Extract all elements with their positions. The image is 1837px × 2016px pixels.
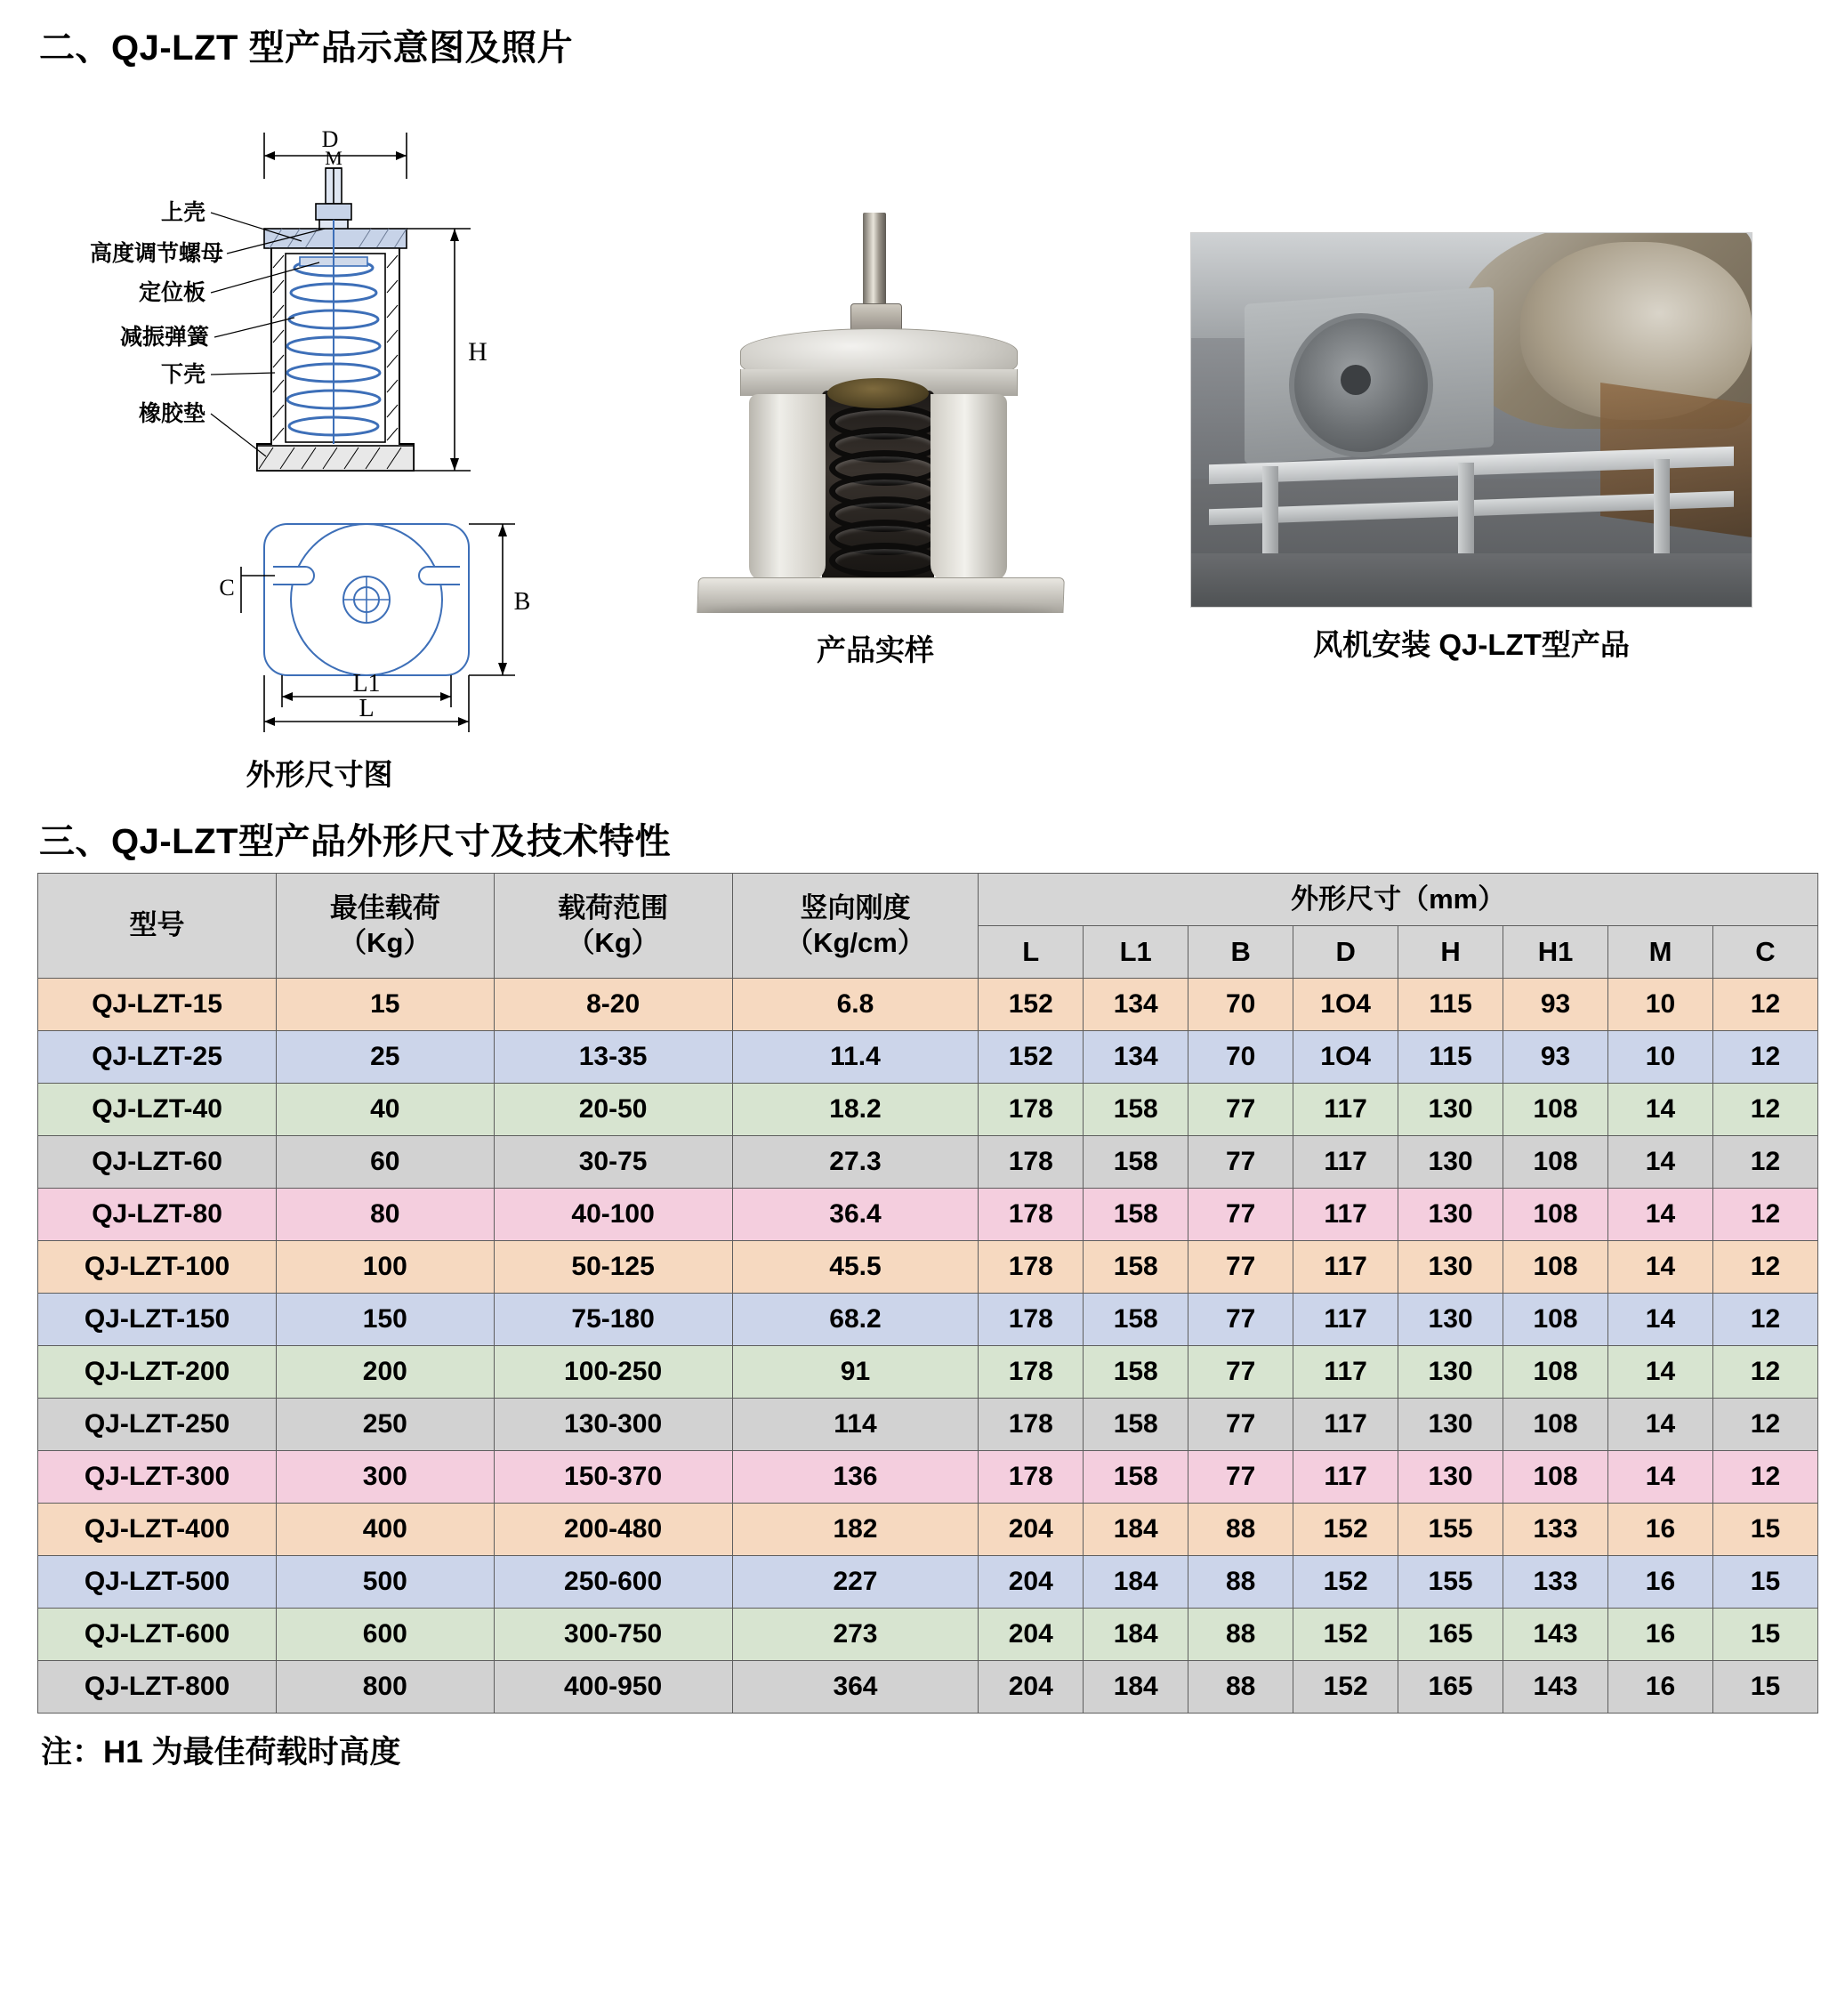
cell-stiff: 11.4 — [732, 1031, 979, 1084]
cell-best: 80 — [277, 1189, 494, 1241]
spec-table-body — [38, 979, 1818, 1714]
cell-stiff: 182 — [732, 1504, 979, 1556]
table-note: 注：H1 为最佳荷载时高度 — [41, 1735, 401, 1770]
cell-H: 130 — [1398, 1189, 1503, 1241]
cell-M: 16 — [1608, 1661, 1713, 1714]
photo-frame-leg-3 — [1654, 459, 1670, 566]
cell-M: 14 — [1608, 1294, 1713, 1346]
figure-product-photo — [600, 79, 1151, 669]
cell-L: 178 — [979, 1399, 1084, 1451]
cell-L1: 158 — [1084, 1346, 1188, 1399]
document-page — [0, 20, 1837, 2016]
table-row — [38, 1189, 1818, 1241]
cell-best: 300 — [277, 1451, 494, 1504]
cell-D: 1O4 — [1293, 1031, 1398, 1084]
cell-H: 130 — [1398, 1241, 1503, 1294]
figure-caption-installation: 风机安装 QJ-LZT型产品 — [1313, 628, 1630, 661]
cell-range: 40-100 — [494, 1189, 732, 1241]
cell-L1: 158 — [1084, 1241, 1188, 1294]
installation-photo — [1190, 232, 1752, 608]
cell-D: 117 — [1293, 1294, 1398, 1346]
cell-stiff: 68.2 — [732, 1294, 979, 1346]
header-model: 型号 — [38, 874, 277, 979]
cell-range: 50-125 — [494, 1241, 732, 1294]
header-dim-M: M — [1608, 926, 1713, 979]
cell-stiff: 227 — [732, 1556, 979, 1609]
figure-dimension-drawing — [39, 79, 600, 794]
section-heading-2: 二、QJ-LZT 型产品示意图及照片 — [39, 28, 574, 68]
cell-D: 152 — [1293, 1609, 1398, 1661]
cell-range: 13-35 — [494, 1031, 732, 1084]
cell-L1: 184 — [1084, 1556, 1188, 1609]
cell-stiff: 18.2 — [732, 1084, 979, 1136]
header-stiffness-line1: 竖向刚度 — [800, 891, 911, 923]
cell-M: 14 — [1608, 1399, 1713, 1451]
header-dim-H1: H1 — [1503, 926, 1608, 979]
table-row — [38, 1241, 1818, 1294]
cell-B: 77 — [1188, 1451, 1293, 1504]
label-lower-shell: 下壳 — [160, 362, 205, 387]
cell-L: 152 — [979, 979, 1084, 1031]
cell-C: 15 — [1712, 1504, 1817, 1556]
cell-C: 12 — [1712, 1451, 1817, 1504]
cell-range: 8-20 — [494, 979, 732, 1031]
cell-stiff: 273 — [732, 1609, 979, 1661]
cell-M: 14 — [1608, 1346, 1713, 1399]
cell-L: 178 — [979, 1084, 1084, 1136]
svg-text:M: M — [325, 147, 342, 169]
photo-housing-left — [749, 394, 826, 581]
table-row — [38, 1451, 1818, 1504]
cell-M: 10 — [1608, 979, 1713, 1031]
svg-text:B: B — [513, 588, 531, 616]
cell-stiff: 91 — [732, 1346, 979, 1399]
cell-L: 178 — [979, 1241, 1084, 1294]
cell-H: 115 — [1398, 979, 1503, 1031]
cell-H: 165 — [1398, 1661, 1503, 1714]
cell-M: 16 — [1608, 1556, 1713, 1609]
cell-best: 40 — [277, 1084, 494, 1136]
cell-D: 117 — [1293, 1399, 1398, 1451]
header-dim-L1: L1 — [1084, 926, 1188, 979]
product-photo — [644, 204, 1107, 613]
cell-range: 130-300 — [494, 1399, 732, 1451]
label-damping-spring: 减振弹簧 — [119, 325, 209, 350]
cell-H: 130 — [1398, 1399, 1503, 1451]
cell-H: 130 — [1398, 1136, 1503, 1189]
cell-best: 250 — [277, 1399, 494, 1451]
cell-H1: 108 — [1503, 1346, 1608, 1399]
cell-L: 204 — [979, 1661, 1084, 1714]
cell-best: 200 — [277, 1346, 494, 1399]
cell-model: QJ-LZT-400 — [38, 1504, 277, 1556]
table-row — [38, 1346, 1818, 1399]
cell-B: 77 — [1188, 1084, 1293, 1136]
header-best-load — [277, 874, 494, 979]
cell-L1: 158 — [1084, 1136, 1188, 1189]
cell-L1: 158 — [1084, 1294, 1188, 1346]
cell-B: 70 — [1188, 1031, 1293, 1084]
cell-B: 77 — [1188, 1136, 1293, 1189]
table-row — [38, 1661, 1818, 1714]
cell-D: 152 — [1293, 1556, 1398, 1609]
cell-L: 204 — [979, 1504, 1084, 1556]
cell-M: 14 — [1608, 1241, 1713, 1294]
cell-H: 130 — [1398, 1451, 1503, 1504]
cell-L1: 134 — [1084, 1031, 1188, 1084]
cell-B: 88 — [1188, 1609, 1293, 1661]
svg-text:H: H — [468, 337, 487, 367]
cell-H: 155 — [1398, 1556, 1503, 1609]
cell-B: 77 — [1188, 1241, 1293, 1294]
cell-L1: 184 — [1084, 1661, 1188, 1714]
table-row — [38, 1504, 1818, 1556]
label-upper-shell: 上壳 — [160, 200, 205, 225]
cell-range: 250-600 — [494, 1556, 732, 1609]
photo-housing-right — [931, 394, 1007, 581]
cell-D: 117 — [1293, 1136, 1398, 1189]
cell-C: 15 — [1712, 1556, 1817, 1609]
cell-model: QJ-LZT-80 — [38, 1189, 277, 1241]
table-row — [38, 1031, 1818, 1084]
cell-H1: 108 — [1503, 1399, 1608, 1451]
table-row — [38, 1084, 1818, 1136]
cell-range: 100-250 — [494, 1346, 732, 1399]
figure-row — [25, 79, 1812, 794]
cell-best: 60 — [277, 1136, 494, 1189]
header-load-range-line1: 载荷范围 — [558, 891, 669, 923]
header-stiffness — [732, 874, 979, 979]
label-height-adjust-nut: 高度调节螺母 — [89, 241, 223, 266]
cell-L: 152 — [979, 1031, 1084, 1084]
header-dim-B: B — [1188, 926, 1293, 979]
cell-M: 14 — [1608, 1189, 1713, 1241]
cell-model: QJ-LZT-40 — [38, 1084, 277, 1136]
cell-H1: 93 — [1503, 979, 1608, 1031]
cell-C: 12 — [1712, 1294, 1817, 1346]
cell-model: QJ-LZT-100 — [38, 1241, 277, 1294]
cell-B: 77 — [1188, 1399, 1293, 1451]
cell-H1: 143 — [1503, 1661, 1608, 1714]
cell-M: 16 — [1608, 1504, 1713, 1556]
header-dimensions: 外形尺寸（mm） — [979, 874, 1818, 926]
table-row — [38, 1399, 1818, 1451]
cell-H: 165 — [1398, 1609, 1503, 1661]
cell-D: 117 — [1293, 1189, 1398, 1241]
cell-H: 130 — [1398, 1294, 1503, 1346]
cell-range: 200-480 — [494, 1504, 732, 1556]
cell-model: QJ-LZT-300 — [38, 1451, 277, 1504]
cell-H1: 133 — [1503, 1556, 1608, 1609]
header-dim-L: L — [979, 926, 1084, 979]
cell-L: 204 — [979, 1609, 1084, 1661]
cell-C: 12 — [1712, 1084, 1817, 1136]
label-positioning-plate: 定位板 — [138, 280, 205, 305]
cell-H: 130 — [1398, 1346, 1503, 1399]
cell-C: 12 — [1712, 1189, 1817, 1241]
cell-H1: 108 — [1503, 1189, 1608, 1241]
cell-C: 15 — [1712, 1661, 1817, 1714]
cell-range: 20-50 — [494, 1084, 732, 1136]
cell-M: 16 — [1608, 1609, 1713, 1661]
cell-L: 178 — [979, 1136, 1084, 1189]
cell-D: 117 — [1293, 1346, 1398, 1399]
cell-model: QJ-LZT-60 — [38, 1136, 277, 1189]
cell-H1: 93 — [1503, 1031, 1608, 1084]
label-rubber-pad: 橡胶垫 — [138, 401, 205, 426]
cell-D: 1O4 — [1293, 979, 1398, 1031]
svg-text:C: C — [219, 575, 235, 601]
cell-B: 70 — [1188, 979, 1293, 1031]
cell-D: 117 — [1293, 1451, 1398, 1504]
cell-C: 12 — [1712, 1031, 1817, 1084]
header-dim-H: H — [1398, 926, 1503, 979]
figure-caption-drawing: 外形尺寸图 — [246, 758, 393, 791]
section-heading-3: 三、QJ-LZT型产品外形尺寸及技术特性 — [39, 822, 671, 861]
isolator-drawing-svg — [52, 79, 586, 738]
cell-M: 10 — [1608, 1031, 1713, 1084]
cell-model: QJ-LZT-500 — [38, 1556, 277, 1609]
cell-B: 77 — [1188, 1346, 1293, 1399]
cell-B: 88 — [1188, 1504, 1293, 1556]
cell-range: 75-180 — [494, 1294, 732, 1346]
header-load-range-line2: （Kg） — [567, 926, 659, 958]
cell-range: 30-75 — [494, 1136, 732, 1189]
cell-L1: 158 — [1084, 1451, 1188, 1504]
header-row-1 — [38, 874, 1818, 926]
cell-D: 117 — [1293, 1241, 1398, 1294]
photo-floor — [1191, 553, 1752, 607]
cell-B: 77 — [1188, 1294, 1293, 1346]
cell-L: 204 — [979, 1556, 1084, 1609]
cell-range: 150-370 — [494, 1451, 732, 1504]
cell-best: 500 — [277, 1556, 494, 1609]
cell-L: 178 — [979, 1346, 1084, 1399]
table-row — [38, 1609, 1818, 1661]
cell-L1: 134 — [1084, 979, 1188, 1031]
cell-H1: 108 — [1503, 1451, 1608, 1504]
header-best-load-line2: （Kg） — [339, 926, 431, 958]
cell-best: 25 — [277, 1031, 494, 1084]
spec-table-head — [38, 874, 1818, 979]
cell-best: 15 — [277, 979, 494, 1031]
cell-model: QJ-LZT-150 — [38, 1294, 277, 1346]
photo-bolt — [863, 213, 886, 310]
cell-H: 115 — [1398, 1031, 1503, 1084]
cell-H: 130 — [1398, 1084, 1503, 1136]
cell-L1: 184 — [1084, 1504, 1188, 1556]
header-dim-C: C — [1712, 926, 1817, 979]
cell-M: 14 — [1608, 1136, 1713, 1189]
cell-stiff: 136 — [732, 1451, 979, 1504]
cell-H1: 143 — [1503, 1609, 1608, 1661]
header-best-load-line1: 最佳载荷 — [329, 891, 440, 923]
table-row — [38, 979, 1818, 1031]
cell-stiff: 45.5 — [732, 1241, 979, 1294]
cell-M: 14 — [1608, 1451, 1713, 1504]
cell-B: 88 — [1188, 1661, 1293, 1714]
svg-text:L: L — [359, 695, 375, 722]
cell-L: 178 — [979, 1294, 1084, 1346]
cell-range: 300-750 — [494, 1609, 732, 1661]
cell-range: 400-950 — [494, 1661, 732, 1714]
cell-L1: 184 — [1084, 1609, 1188, 1661]
cell-B: 77 — [1188, 1189, 1293, 1241]
cell-C: 15 — [1712, 1609, 1817, 1661]
cell-best: 100 — [277, 1241, 494, 1294]
cell-L1: 158 — [1084, 1084, 1188, 1136]
cell-C: 12 — [1712, 1136, 1817, 1189]
cell-L1: 158 — [1084, 1399, 1188, 1451]
cell-H1: 133 — [1503, 1504, 1608, 1556]
figure-caption-product: 产品实样 — [817, 633, 934, 666]
photo-spring — [829, 404, 927, 582]
cell-C: 12 — [1712, 1399, 1817, 1451]
cell-B: 88 — [1188, 1556, 1293, 1609]
cell-C: 12 — [1712, 979, 1817, 1031]
cell-best: 800 — [277, 1661, 494, 1714]
dimension-drawing-canvas — [52, 79, 586, 738]
cell-D: 152 — [1293, 1661, 1398, 1714]
cell-model: QJ-LZT-600 — [38, 1609, 277, 1661]
cell-stiff: 364 — [732, 1661, 979, 1714]
cell-model: QJ-LZT-250 — [38, 1399, 277, 1451]
svg-text:D: D — [321, 126, 339, 152]
table-row — [38, 1294, 1818, 1346]
cell-model: QJ-LZT-200 — [38, 1346, 277, 1399]
cell-H1: 108 — [1503, 1084, 1608, 1136]
cell-H1: 108 — [1503, 1294, 1608, 1346]
photo-fan-hub — [1341, 365, 1371, 395]
cell-stiff: 36.4 — [732, 1189, 979, 1241]
table-row — [38, 1556, 1818, 1609]
header-load-range — [494, 874, 732, 979]
cell-stiff: 27.3 — [732, 1136, 979, 1189]
photo-spring-cap — [827, 378, 929, 408]
cell-best: 400 — [277, 1504, 494, 1556]
cell-best: 150 — [277, 1294, 494, 1346]
cell-best: 600 — [277, 1609, 494, 1661]
figure-installation-photo — [1151, 79, 1792, 664]
header-dim-D: D — [1293, 926, 1398, 979]
cell-model: QJ-LZT-800 — [38, 1661, 277, 1714]
cell-L1: 158 — [1084, 1189, 1188, 1241]
spec-table — [37, 873, 1818, 1714]
cell-M: 14 — [1608, 1084, 1713, 1136]
cell-stiff: 6.8 — [732, 979, 979, 1031]
cell-L: 178 — [979, 1451, 1084, 1504]
cell-D: 152 — [1293, 1504, 1398, 1556]
table-row — [38, 1136, 1818, 1189]
cell-D: 117 — [1293, 1084, 1398, 1136]
cell-model: QJ-LZT-15 — [38, 979, 277, 1031]
svg-text:L1: L1 — [352, 670, 381, 698]
cell-H1: 108 — [1503, 1136, 1608, 1189]
cell-C: 12 — [1712, 1241, 1817, 1294]
cell-C: 12 — [1712, 1346, 1817, 1399]
cell-H: 155 — [1398, 1504, 1503, 1556]
cell-stiff: 114 — [732, 1399, 979, 1451]
cell-model: QJ-LZT-25 — [38, 1031, 277, 1084]
cell-H1: 108 — [1503, 1241, 1608, 1294]
header-stiffness-line2: （Kg/cm） — [786, 926, 925, 958]
cell-L: 178 — [979, 1189, 1084, 1241]
